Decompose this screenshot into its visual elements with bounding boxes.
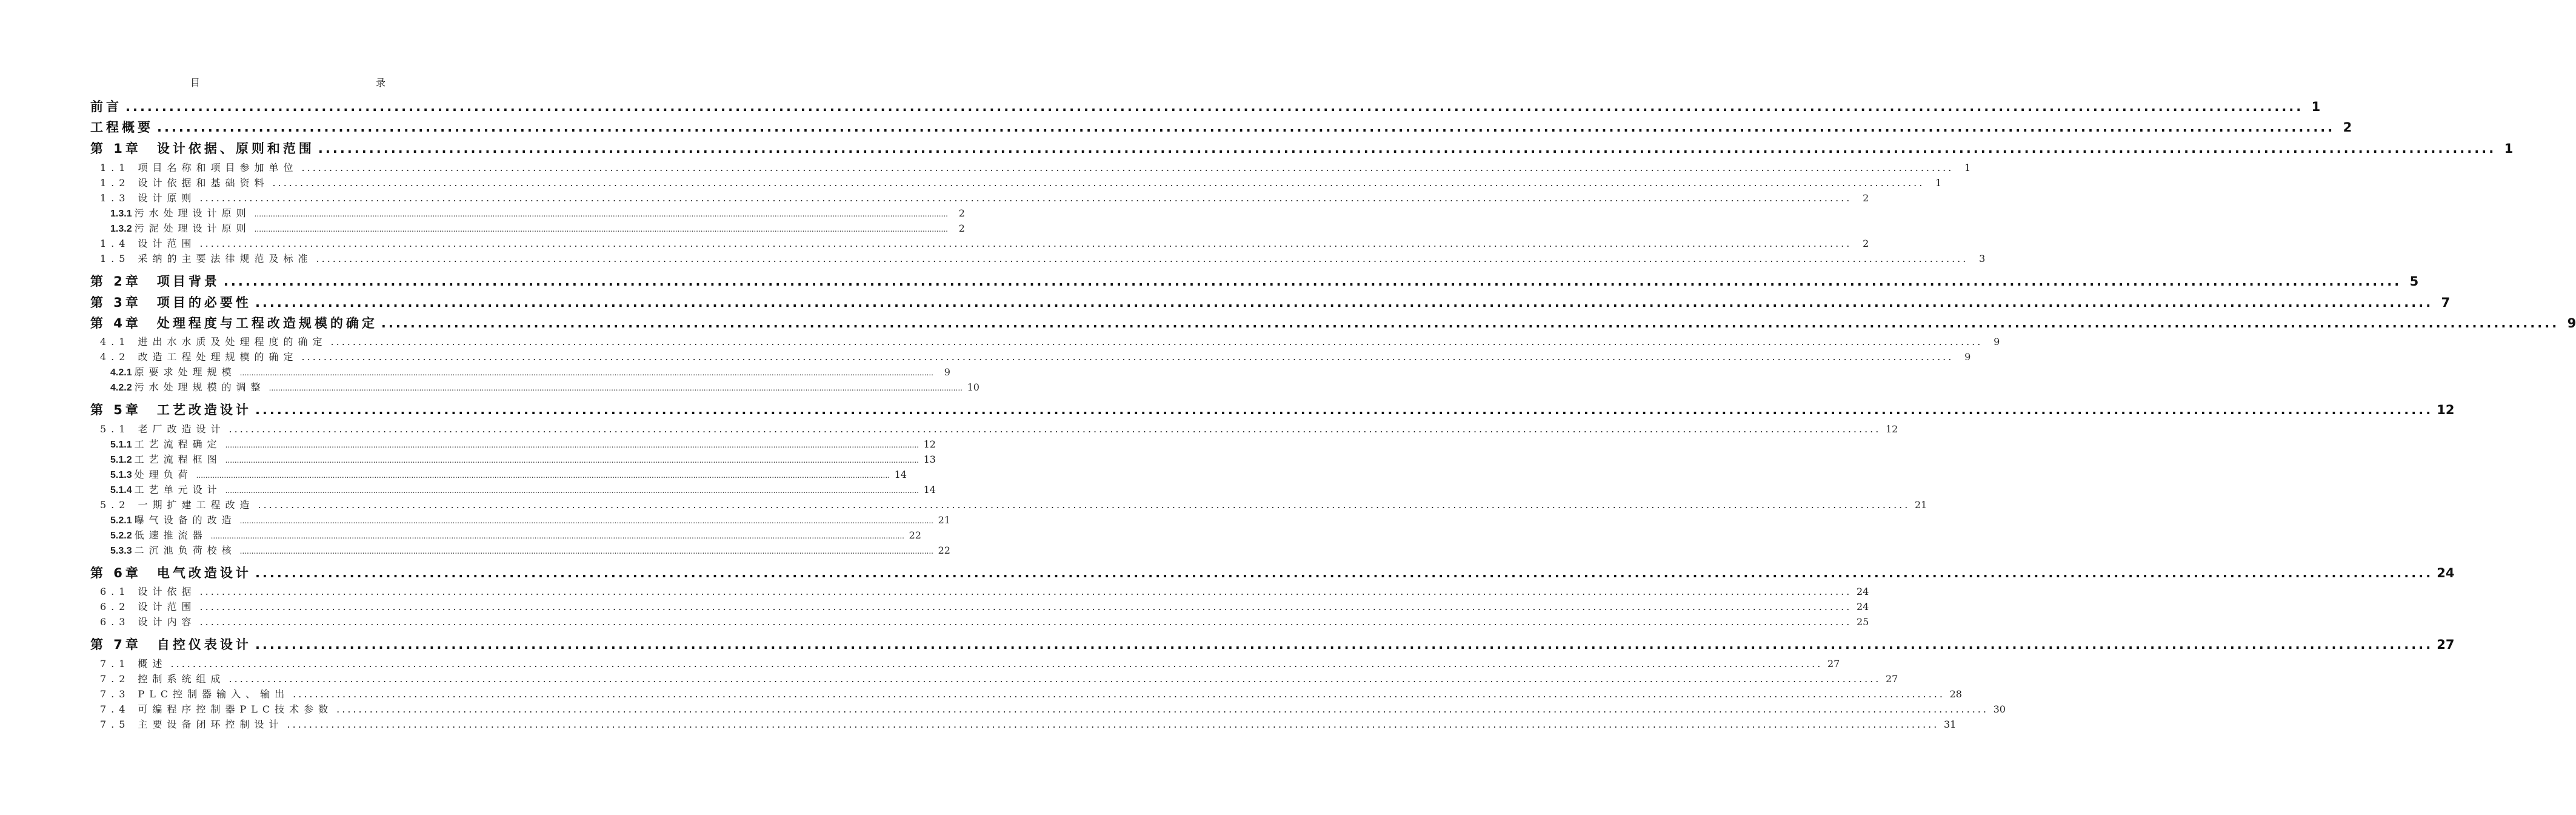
dot-leader: ............................................................................................................................................................................................................................................................................................................	[318, 141, 2497, 156]
toc-entry-page-number: 1	[1935, 177, 1942, 189]
dot-leader: ............................................................................................................................................................................................................................................................................................................	[254, 210, 948, 218]
toc-entry-page-number: 9	[944, 366, 950, 378]
toc-entry[interactable]	[110, 543, 950, 557]
dot-leader: ............................................................................................................................................................................................................................................................................................................	[255, 403, 2434, 417]
toc-entry-label: 第 2章 项目背景	[90, 274, 220, 289]
toc-entry-page-number: 24	[1856, 586, 1869, 597]
toc-entry[interactable]	[90, 293, 2451, 311]
toc-entry-page-number: 24	[2437, 566, 2455, 580]
toc-entry[interactable]	[100, 175, 1942, 189]
toc-entry-page-number: 9	[2567, 316, 2576, 330]
dot-leader: ............................................................................................................................................................................................................................................................................................................	[239, 547, 933, 555]
dot-leader: ............................................................................................................................................................................................................................................................................................................	[225, 441, 919, 449]
toc-entry[interactable]	[100, 236, 1869, 250]
dot-leader: ............................................................................................................................................................................................................................................................................................................	[301, 351, 1954, 363]
toc-entry-label: 1.5 采纳的主要法律规范及标准	[100, 253, 313, 264]
dot-leader: ............................................................................................................................................................................................................................................................................................................	[199, 586, 1852, 597]
toc-entry-page-number: 1	[2311, 99, 2321, 114]
dot-leader: ............................................................................................................................................................................................................................................................................................................	[199, 601, 1852, 612]
toc-entry-number: 5.1.4	[110, 485, 132, 495]
toc-entry-label: 污水处理设计原则	[134, 207, 251, 219]
toc-entry[interactable]	[110, 482, 936, 496]
toc-entry-page-number: 2	[958, 207, 965, 219]
toc-entry-label: 污水处理规模的调整	[134, 381, 265, 393]
toc-entry-label: 6.3 设计内容	[100, 616, 196, 628]
toc-entry[interactable]	[110, 437, 936, 451]
toc-title: 目 录	[190, 77, 438, 89]
toc-entry-page-number: 22	[909, 529, 921, 541]
toc-entry[interactable]	[100, 334, 2000, 348]
toc-entry[interactable]	[110, 364, 950, 378]
dot-leader: ............................................................................................................................................................................................................................................................................................................	[229, 673, 1881, 685]
toc-entry-number: 5.1.2	[110, 455, 132, 465]
toc-entry-page-number: 28	[1949, 688, 1962, 700]
dot-leader: ............................................................................................................................................................................................................................................................................................................	[381, 316, 2560, 330]
toc-entry-label: 工艺单元设计	[134, 484, 222, 495]
dot-leader: ............................................................................................................................................................................................................................................................................................................	[255, 295, 2434, 310]
toc-entry[interactable]	[110, 221, 965, 235]
toc-entry[interactable]	[110, 528, 921, 542]
toc-entry-label: 1.2 设计依据和基础资料	[100, 177, 269, 189]
toc-entry-label: 二沉池负荷校核	[134, 545, 236, 556]
toc-entry-label: 1.4 设计范围	[100, 238, 196, 249]
toc-entry-page-number: 1	[2504, 141, 2514, 156]
toc-entry[interactable]	[90, 272, 2419, 290]
toc-entry[interactable]	[100, 190, 1869, 204]
dot-leader: ............................................................................................................................................................................................................................................................................................................	[170, 658, 1823, 669]
toc-entry-page-number: 5	[2409, 274, 2419, 289]
toc-entry-page-number: 27	[1827, 658, 1840, 669]
toc-entry-page-number: 2	[2343, 120, 2352, 135]
toc-entry-label: 4.1 进出水水质及处理程度的确定	[100, 336, 327, 347]
toc-entry-page-number: 2	[958, 223, 965, 234]
toc-entry-label: 工艺流程确定	[134, 438, 222, 450]
toc-entry[interactable]	[100, 160, 1971, 174]
toc-entry-page-number: 7	[2441, 295, 2451, 310]
toc-entry[interactable]	[100, 497, 1927, 511]
dot-leader: ............................................................................................................................................................................................................................................................................................................	[199, 238, 1852, 249]
toc-entry[interactable]	[100, 656, 1840, 670]
toc-entry[interactable]	[90, 97, 2321, 115]
dot-leader: ............................................................................................................................................................................................................................................................................................................	[229, 423, 1881, 435]
toc-entry-label: 5.1 老厂改造设计	[100, 423, 225, 435]
toc-entry-number: 5.2.2	[110, 531, 132, 541]
toc-entry-page-number: 21	[1914, 499, 1927, 511]
toc-entry-page-number: 13	[923, 454, 936, 465]
toc-entry-number: 4.2.1	[110, 367, 132, 378]
toc-entry-label: 7.1 概述	[100, 658, 167, 669]
dot-leader: ............................................................................................................................................................................................................................................................................................................	[336, 703, 1989, 715]
dot-leader: ............................................................................................................................................................................................................................................................................................................	[199, 192, 1852, 204]
dot-leader: ............................................................................................................................................................................................................................................................................................................	[239, 517, 933, 525]
toc-entry-page-number: 14	[894, 469, 907, 480]
toc-entry-page-number: 14	[923, 484, 936, 495]
dot-leader: ............................................................................................................................................................................................................................................................................................................	[196, 471, 890, 480]
toc-entry-page-number: 27	[1885, 673, 1898, 685]
toc-entry-label: 7.2 控制系统组成	[100, 673, 225, 685]
dot-leader: ............................................................................................................................................................................................................................................................................................................	[157, 120, 2335, 135]
toc-entry-page-number: 12	[923, 438, 936, 450]
dot-leader: ............................................................................................................................................................................................................................................................................................................	[199, 616, 1852, 628]
toc-entry-label: 1.3 设计原则	[100, 192, 196, 204]
dot-leader: ............................................................................................................................................................................................................................................................................................................	[225, 486, 919, 495]
toc-entry-number: 1.3.2	[110, 224, 132, 234]
toc-entry-label: 处理负荷	[134, 469, 193, 480]
toc-entry-label: 7.5 主要设备闭环控制设计	[100, 719, 284, 730]
toc-entry-page-number: 12	[1885, 423, 1898, 435]
dot-leader: ............................................................................................................................................................................................................................................................................................................	[225, 456, 919, 465]
toc-entry-label: 第 5章 工艺改造设计	[90, 403, 252, 417]
toc-entry-label: 4.2 改造工程处理规模的确定	[100, 351, 298, 363]
toc-entry-number: 4.2.2	[110, 383, 132, 393]
dot-leader: ............................................................................................................................................................................................................................................................................................................	[210, 532, 904, 540]
toc-entry[interactable]	[90, 400, 2455, 418]
toc-entry-label: 第 6章 电气改造设计	[90, 566, 252, 580]
toc-entry[interactable]	[110, 512, 950, 526]
toc-entry-label: 低速推流器	[134, 529, 207, 541]
dot-leader: ............................................................................................................................................................................................................................................................................................................	[239, 369, 933, 377]
dot-leader: ............................................................................................................................................................................................................................................................................................................	[125, 99, 2304, 114]
toc-entry-page-number: 2	[1863, 192, 1869, 204]
toc-entry[interactable]	[90, 118, 2352, 136]
toc-entry[interactable]	[90, 314, 2576, 332]
toc-entry[interactable]	[100, 686, 1962, 700]
toc-entry[interactable]	[100, 614, 1869, 628]
dot-leader: ............................................................................................................................................................................................................................................................................................................	[255, 637, 2434, 652]
toc-entry[interactable]	[100, 251, 1986, 265]
dot-leader: ............................................................................................................................................................................................................................................................................................................	[330, 336, 1983, 347]
dot-leader: ............................................................................................................................................................................................................................................................................................................	[254, 225, 948, 233]
toc-entry-page-number: 12	[2437, 403, 2455, 417]
dot-leader: ............................................................................................................................................................................................................................................................................................................	[255, 566, 2434, 580]
toc-entry[interactable]	[100, 349, 1971, 363]
toc-entry-page-number: 10	[967, 381, 979, 393]
toc-entry-label: 曝气设备的改造	[134, 514, 236, 526]
dot-leader: ............................................................................................................................................................................................................................................................................................................	[272, 177, 1925, 189]
toc-entry-label: 7.3 PLC控制器输入、输出	[100, 688, 290, 700]
toc-entry-page-number: 2	[1863, 238, 1869, 249]
toc-entry-page-number: 1	[1964, 162, 1971, 173]
toc-entry-page-number: 22	[938, 545, 950, 556]
toc-entry[interactable]	[110, 380, 979, 394]
toc-entry[interactable]	[90, 563, 2455, 582]
toc-entry-number: 5.1.1	[110, 440, 132, 450]
dot-leader: ............................................................................................................................................................................................................................................................................................................	[269, 384, 963, 392]
toc-entry-label: 5.2 一期扩建工程改造	[100, 499, 255, 511]
toc-entry-label: 6.2 设计范围	[100, 601, 196, 612]
toc-entry-label: 工程概要	[90, 120, 153, 135]
toc-entry[interactable]	[100, 421, 1898, 435]
toc-entry[interactable]	[100, 584, 1869, 598]
toc-entry-page-number: 9	[1994, 336, 2000, 347]
toc-entry[interactable]	[110, 206, 965, 220]
toc-entry-label: 第 4章 处理程度与工程改造规模的确定	[90, 316, 378, 330]
toc-entry[interactable]	[100, 717, 1957, 731]
toc-entry-page-number: 24	[1856, 601, 1869, 612]
toc-entry-number: 5.2.1	[110, 515, 132, 526]
toc-entry-page-number: 31	[1943, 719, 1957, 730]
dot-leader: ............................................................................................................................................................................................................................................................................................................	[287, 719, 1940, 730]
toc-entry[interactable]	[100, 702, 2006, 716]
toc-entry-label: 第 7章 自控仪表设计	[90, 637, 252, 652]
toc-entry-number: 5.3.3	[110, 546, 132, 556]
toc-entry-label: 7.4 可编程序控制器PLC技术参数	[100, 703, 333, 715]
dot-leader: ............................................................................................................................................................................................................................................................................................................	[258, 499, 1910, 511]
toc-entry-page-number: 30	[1993, 703, 2006, 715]
toc-entry-page-number: 9	[1964, 351, 1971, 363]
toc-entry-label: 前言	[90, 99, 122, 114]
toc-entry-label: 第 1章 设计依据、原则和范围	[90, 141, 315, 156]
toc-entry[interactable]	[90, 139, 2514, 157]
dot-leader: ............................................................................................................................................................................................................................................................................................................	[316, 253, 1969, 264]
toc-entry-label: 污泥处理设计原则	[134, 223, 251, 234]
toc-entry[interactable]	[100, 599, 1869, 613]
toc-entry-page-number: 25	[1856, 616, 1869, 628]
toc-entry-number: 5.1.3	[110, 470, 132, 480]
toc-entry-label: 第 3章 项目的必要性	[90, 295, 252, 310]
toc-entry[interactable]	[100, 671, 1898, 685]
toc-entry-page-number: 21	[938, 514, 950, 526]
toc-entry-number: 1.3.1	[110, 209, 132, 219]
toc-entry-page-number: 3	[1979, 253, 1986, 264]
toc-entry[interactable]	[110, 452, 936, 466]
dot-leader: ............................................................................................................................................................................................................................................................................................................	[301, 162, 1954, 173]
dot-leader: ............................................................................................................................................................................................................................................................................................................	[293, 688, 1945, 700]
toc-entry[interactable]	[110, 467, 907, 481]
toc-entry-label: 原要求处理规模	[134, 366, 236, 378]
toc-entry-page-number: 27	[2437, 637, 2455, 652]
dot-leader: ............................................................................................................................................................................................................................................................................................................	[223, 274, 2402, 289]
toc-entry-label: 工艺流程框图	[134, 454, 222, 465]
toc-entry[interactable]	[90, 635, 2455, 653]
toc-entry-label: 6.1 设计依据	[100, 586, 196, 597]
toc-entry-label: 1.1 项目名称和项目参加单位	[100, 162, 298, 173]
